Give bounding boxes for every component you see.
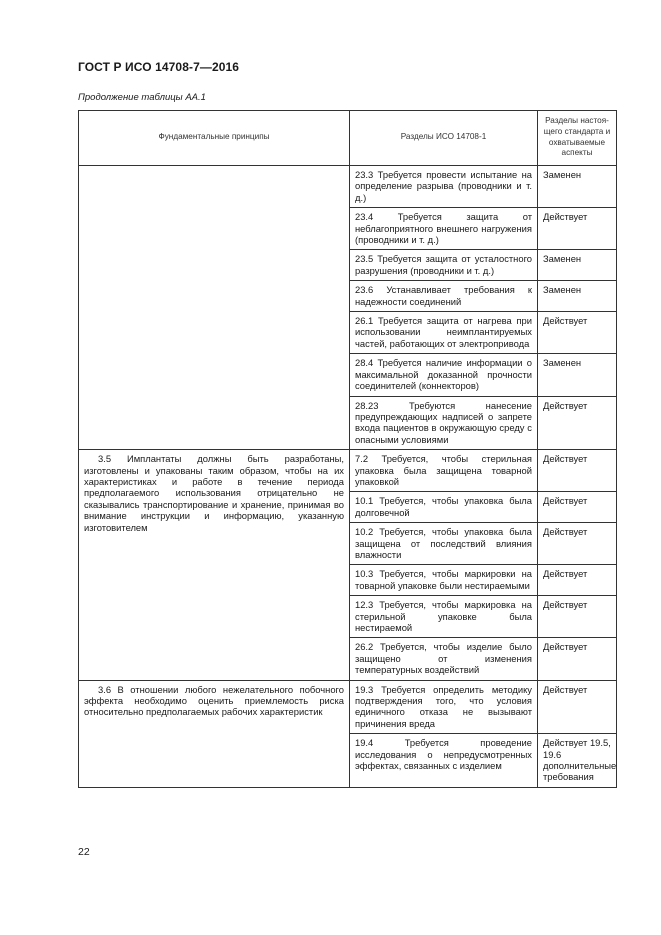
page-number: 22 <box>78 846 90 858</box>
status-cell: Действует <box>538 492 617 523</box>
document-header: ГОСТ Р ИСО 14708-7—2016 <box>78 60 240 74</box>
iso-section-cell: 28.4 Требуется наличие информации о максимальной доказанной прочности соединителей (коннекторов) <box>350 354 538 396</box>
principle-cell <box>79 166 350 450</box>
status-cell: Действует <box>538 596 617 638</box>
iso-section-cell: 26.1 Требуется защита от нагрева при использовании неимплантируемых частей, работающих от электропривода <box>350 312 538 354</box>
iso-section-cell: 10.2 Требуется, чтобы упаковка была защищена от последствий влияния влажности <box>350 523 538 565</box>
iso-section-cell: 10.3 Требуется, чтобы маркировки на товарной упаковке были нестираемыми <box>350 565 538 596</box>
column-header-principles: Фундаментальные принципы <box>79 111 350 166</box>
table-row <box>79 680 617 734</box>
principle-cell: 3.6 В отношении любого нежелательного побочного эффекта необходимо оценить приемлемость риска относительно предполагаемых рабочих характеристик <box>79 680 350 787</box>
column-header-iso-sections: Разделы ИСО 14708-1 <box>350 111 538 166</box>
column-header-standard-sections: Разделы настоя-щего стандарта и охватываемые аспекты <box>538 111 617 166</box>
status-cell: Действует <box>538 565 617 596</box>
table-header-row <box>79 111 617 166</box>
iso-section-cell: 28.23 Требуются нанесение предупреждающих надписей о запрете входа пациентов в окружающую среду с опасными условиями <box>350 396 538 450</box>
status-cell: Действует <box>538 312 617 354</box>
status-cell: Действует <box>538 208 617 250</box>
iso-section-cell: 19.3 Требуется определить методику подтверждения того, что условия единичного отказа не вызывают причинения вреда <box>350 680 538 734</box>
table-caption: Продолжение таблицы АА.1 <box>78 92 206 103</box>
status-cell: Заменен <box>538 166 617 208</box>
iso-section-cell: 23.5 Требуется защита от усталостного разрушения (проводники и т. д.) <box>350 250 538 281</box>
table-row <box>79 166 617 208</box>
status-cell: Действует 19.5, 19.6 дополнительные требования <box>538 734 617 788</box>
iso-section-cell: 12.3 Требуется, чтобы маркировка на стерильной упаковке была нестираемой <box>350 596 538 638</box>
principle-cell: 3.5 Имплантаты должны быть разработаны, изготовлены и упакованы таким образом, чтобы на их характеристиках и работе в течение периода предполагаемого использования отрицательно не сказывались транспортирование и хранение, принимая во внимание инструкции и информацию, указанную изготовителем <box>79 450 350 681</box>
status-cell: Заменен <box>538 354 617 396</box>
requirements-table <box>78 110 617 788</box>
iso-section-cell: 23.4 Требуется защита от неблагоприятного внешнего нагружения (проводники и т. д.) <box>350 208 538 250</box>
iso-section-cell: 23.3 Требуется провести испытание на определение разрыва (проводники и т. д.) <box>350 166 538 208</box>
status-cell: Действует <box>538 523 617 565</box>
iso-section-cell: 23.6 Устанавливает требования к надежности соединений <box>350 281 538 312</box>
status-cell: Действует <box>538 680 617 734</box>
status-cell: Заменен <box>538 250 617 281</box>
status-cell: Действует <box>538 396 617 450</box>
status-cell: Действует <box>538 450 617 492</box>
iso-section-cell: 19.4 Требуется проведение исследования о непредусмотренных эффектах, связанных с изделием <box>350 734 538 788</box>
status-cell: Действует <box>538 638 617 680</box>
iso-section-cell: 26.2 Требуется, чтобы изделие было защищено от изменения температурных воздействий <box>350 638 538 680</box>
status-cell: Заменен <box>538 281 617 312</box>
iso-section-cell: 10.1 Требуется, чтобы упаковка была долговечной <box>350 492 538 523</box>
table-row <box>79 450 617 492</box>
iso-section-cell: 7.2 Требуется, чтобы стерильная упаковка была защищена товарной упаковкой <box>350 450 538 492</box>
